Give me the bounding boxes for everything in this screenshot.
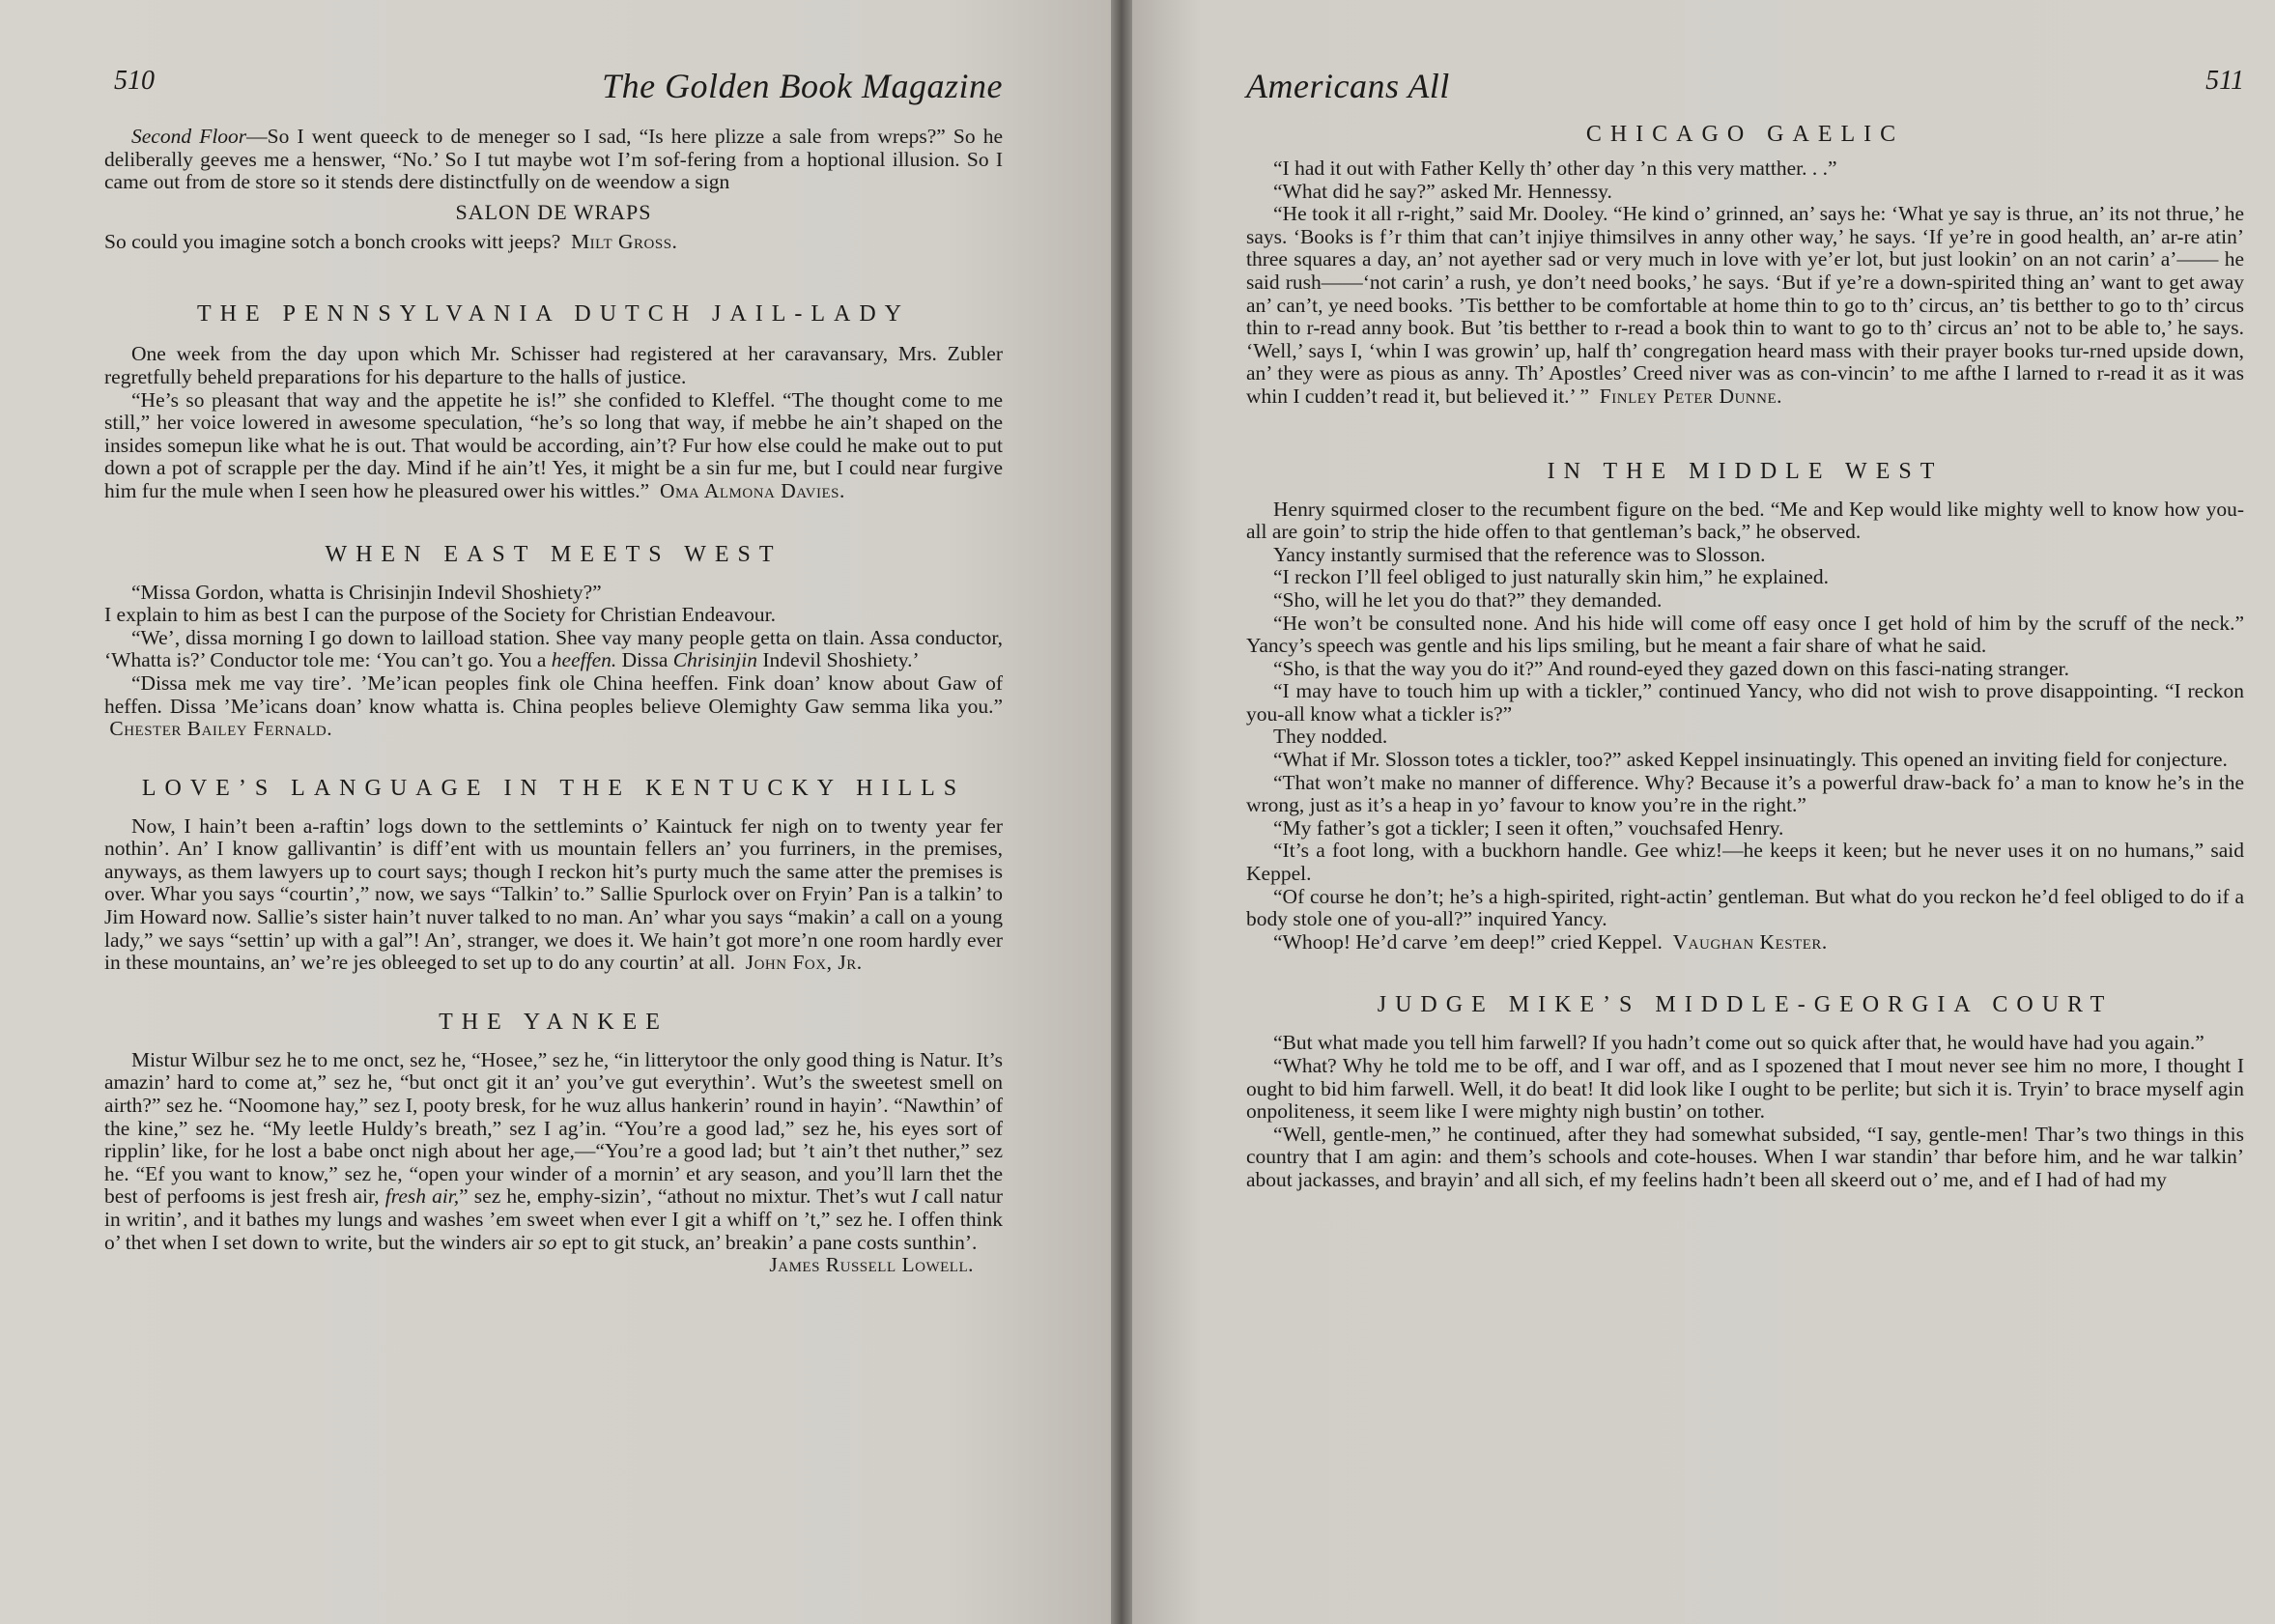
paragraph: “I may have to touch him up with a tickler,” continued Yancy, who did not wish to prove disappointing. “I reckon you-all know what a tickler is?”: [1246, 679, 2244, 726]
right-header: [1246, 66, 2244, 126]
paragraph: “Whoop! He’d carve ’em deep!” cried Keppel. Vaughan Kester.: [1273, 929, 1828, 954]
paragraph: “What if Mr. Slosson totes a tickler, too?” asked Keppel insinuatingly. This opened an inviting field for conjecture.: [1273, 748, 2228, 772]
author-name: Chester Bailey Fernald.: [109, 717, 333, 741]
paragraph: Yancy instantly surmised that the reference was to Slosson.: [1273, 542, 1766, 566]
paragraph: “Dissa mek me vay tire’. ’Me’ican peoples fink ole China heeffen. Fink doan’ know about Gaw of heffen. Dissa ’Me’icans doan’ know whatta is. China peoples believe Olemighty Gaw semma lika you.” Chester Bailey Fernald.: [104, 670, 1003, 741]
left-header: [104, 66, 1003, 126]
paragraph: “What did he say?” asked Mr. Hennessy.: [1273, 179, 1612, 203]
book-gutter: [1111, 0, 1132, 1624]
paragraph: “He won’t be consulted none. And his hide will come off easy once I get hold of him by the scruff of the neck.” Yancy’s speech was gentle and his lips smiling, but he meant a fair share of what he said.: [1246, 611, 2244, 658]
paragraph: I explain to him as best I can the purpose of the Society for Christian Endeavour.: [104, 603, 776, 627]
section-title: THE PENNSYLVANIA DUTCH JAIL-LADY: [197, 301, 910, 328]
author-name: Finley Peter Dunne.: [1599, 384, 1783, 408]
author-name: James Russell Lowell.: [769, 1253, 974, 1277]
author-line: [104, 1254, 1003, 1277]
paragraph: “He’s so pleasant that way and the appetite he is!” she confided to Kleffel. “The thought come to me still,” her voice lowered in awesome speculation, “he’s so long that way, if mebbe he ain’t shaped on the insides somepun like what he is out. That would be according, ain’t? Fur how else could he make out to put down a pot of scrapple per the day. Mind if he ain’t! Yes, it might be a sin fur me, but I could near furgive him fur the mule when I seen how he pleasured ower his wittles.” Oma Almona Davies.: [104, 387, 1003, 502]
running-head: The Golden Book Magazine: [602, 67, 1003, 105]
paragraph: “He took it all r-right,” said Mr. Dooley. “He kind o’ grinned, an’ says he: ‘What ye say is thrue, an’ its not thrue,’ he says. ‘Books is f’r thim that can’t injiye thimsilves in anny other way,’ he says. ‘If ye’re in good health, an’ ar-re atin’ three squares a day, an’ not ayether sad or very much in love with ye’er lot, but just lookin’ on an not carin’ a’—— he said rush——‘not carin’ a rush, ye don’t need books,’ he says. ‘But if ye’re a down-spirited thing an’ want to get away an’ can’t, ye need books. ’Tis betther to be comfortable at home thin to go to th’ circus, an’ tis betther to go to th’ circus thin to r-read anny book. But ’tis betther to r-read a book thin to want to go to th’ circus an’ not to be able to,’ he says. ‘Well,’ says I, ‘whin I was growin’ up, half th’ congregation heard mass with their prayer books tur-rned upside down, an’ they were as pious as anny. Th’ Apostles’ Creed niver was as con-vincin’ to me afthe I larned to r-read it as it was whin I cudden’t read it, but believed it.’ ” Finley Peter Dunne.: [1246, 202, 2244, 408]
author-name: Oma Almona Davies.: [659, 478, 845, 502]
right-column: [1246, 0, 2244, 1192]
paragraph: “Sho, will he let you do that?” they demanded.: [1273, 587, 1663, 612]
section-title: JUDGE MIKE’S MIDDLE-GEORGIA COURT: [1377, 992, 2114, 1018]
paragraph: One week from the day upon which Mr. Schisser had registered at her caravansary, Mrs. Zubler regretfully beheld preparations for his departure to the halls of justice.: [104, 342, 1003, 388]
paragraph: “I reckon I’ll feel obliged to just naturally skin him,” he explained.: [1273, 565, 1829, 589]
section-title: THE YANKEE: [439, 1009, 668, 1035]
author-name: John Fox, Jr.: [745, 951, 863, 975]
paragraph: “I had it out with Father Kelly th’ other day ’n this very matther. . .”: [1273, 157, 1837, 180]
paragraph: “We’, dissa morning I go down to lailload station. Shee vay many people getta on tlain. Assa conductor, ‘Whatta is?’ Conductor tole me: ‘You can’t go. You a heeffen. Dissa Chrisinjin Indevil Shoshiety.’: [104, 625, 1003, 672]
author-name: Vaughan Kester.: [1672, 929, 1828, 954]
section-title: IN THE MIDDLE WEST: [1547, 458, 1944, 484]
intro-closing: So could you imagine sotch a bonch crooks witt jeeps? Milt Gross.: [104, 229, 678, 253]
page-number: 511: [2205, 66, 2244, 96]
right-page: [1132, 0, 2275, 1624]
intro-lead: Second Floor: [131, 125, 247, 148]
running-head: Americans All: [1246, 67, 1450, 105]
author-name: Milt Gross.: [571, 229, 678, 253]
paragraph: “It’s a foot long, with a buckhorn handle. Gee whiz!—he keeps it keen; but he never uses it on no humans,” said Keppel.: [1246, 839, 2244, 886]
paragraph: “My father’s got a tickler; I seen it often,” vouchsafed Henry.: [1273, 815, 1784, 840]
paragraph: “Of course he don’t; he’s a high-spirited, right-actin’ gentleman. But what do you reckon he’d feel obliged to do if a body stole one of you-all?” inquired Yancy.: [1246, 884, 2244, 931]
paragraph: “Well, gentle-men,” he continued, after they had somewhat subsided, “I say, gentle-men! Thar’s two things in this country that I am agin: and them’s schools and cote-houses. When I war standin’ thar before him, and he war talkin’ about jackasses, and brayin’ and all sich, ef my feelins hadn’t been all skeerd out o’ me, and ef I had of had my: [1246, 1122, 2244, 1191]
paragraph: Henry squirmed closer to the recumbent figure on the bed. “Me and Kep would like mighty well to know how you-all are goin’ to strip the hide offen to that gentleman’s back,” he observed.: [1246, 497, 2244, 544]
paragraph: “What? Why he told me to be off, and I war off, and as I spozened that I mout never see him no more, I thought I ought to bid him farwell. Well, it do beat! It did look like I ought to be perlite; but sich it is. Tryin’ to brace myself agin onpoliteness, it seem like I were mighty nigh bustin’ on tother.: [1246, 1054, 2244, 1124]
left-column: [104, 0, 1003, 1277]
section-title: LOVE’S LANGUAGE IN THE KENTUCKY HILLS: [141, 775, 966, 801]
paragraph: “Missa Gordon, whatta is Chrisinjin Indevil Shoshiety?”: [131, 580, 602, 604]
page-number: 510: [114, 66, 155, 96]
paragraph: They nodded.: [1273, 725, 1388, 749]
paragraph: “Sho, is that the way you do it?” And round-eyed they gazed down on this fasci-nating stranger.: [1273, 656, 2069, 680]
paragraph: Now, I hain’t been a-raftin’ logs down to the settlemints o’ Kaintuck fer nigh on to twenty year fer nothin’. An’ I know gallivantin’ is diff’ent with us mountain fellers an’ you furriners, in the premises, anyways, as them lawyers up to court says; though I reckon hit’s purty much the same atter the premises is over. Whar you says “courtin’,” now, we says “Talkin’ to.” Sallie Spurlock over on Fryin’ Pan is a talkin’ to Jim Howard now. Sallie’s sister hain’t nuver talked to no man. An’ whar you says “makin’ a call on a young lady,” we says “settin’ up with a gal”! An’, stranger, we does it. We hain’t got more’n one room hardly ever in these mountains, an’ we’re jes obleeged to set up to do any courtin’ at all. John Fox, Jr.: [104, 813, 1003, 975]
paragraph: “That won’t make no manner of difference. Why? Because it’s a powerful draw-back fo’ a man to know he’s in the wrong, just as it’s a heap in yo’ favour to know you’re in the right.”: [1246, 770, 2244, 817]
intro-paragraph: Second Floor—So I went queeck to de meneger so I sad, “Is here plizze a sale from wreps?” So he deliberally geeves me a henswer, “No.’ So I tut maybe wot I’m sof-fering from a hoptional illusion. So I came out from de store so it stends dere distinctfully on de weendow a sign: [104, 125, 1003, 194]
section-title: CHICAGO GAELIC: [1585, 122, 1905, 147]
paragraph: “But what made you tell him farwell? If you hadn’t come out so quick after that, he would have had you again.”: [1273, 1031, 2204, 1055]
sign-text: SALON DE WRAPS: [455, 199, 652, 224]
section-title: WHEN EAST MEETS WEST: [325, 541, 782, 567]
left-page: [0, 0, 1111, 1624]
paragraph: Mistur Wilbur sez he to me onct, sez he, “Hosee,” sez he, “in litterytoor the only good thing is Natur. It’s amazin’ hard to come at,” sez he, “but onct git it an’ you’ve gut everythin’. Wut’s the sweetest smell on airth?” sez he. “Noomone hay,” sez I, pooty bresk, for he wuz allus hankerin’ round in hayin’. “Nawthin’ of the kine,” sez he. “My leetle Huldy’s breath,” sez I ag’in. “You’re a good lad,” sez he, his eyes sort of ripplin’ like, for he lost a babe onct nigh about her age,—“You’re a good lad; but ’t ain’t thet nuther,” sez he. “Ef you want to know,” sez he, “open your winder of a mornin’ et ary season, and you’ll larn thet the best of perfooms is jest fresh air, fresh air,” sez he, emphy-sizin’, “athout no mixtur. Thet’s wut I call natur in writin’, and it bathes my lungs and washes ’em sweet when ever I git a whiff on ’t,” sez he. I offen think o’ thet when I set down to write, but the winders air so ept to git stuck, an’ breakin’ a pane costs sunthin’.: [104, 1047, 1003, 1254]
